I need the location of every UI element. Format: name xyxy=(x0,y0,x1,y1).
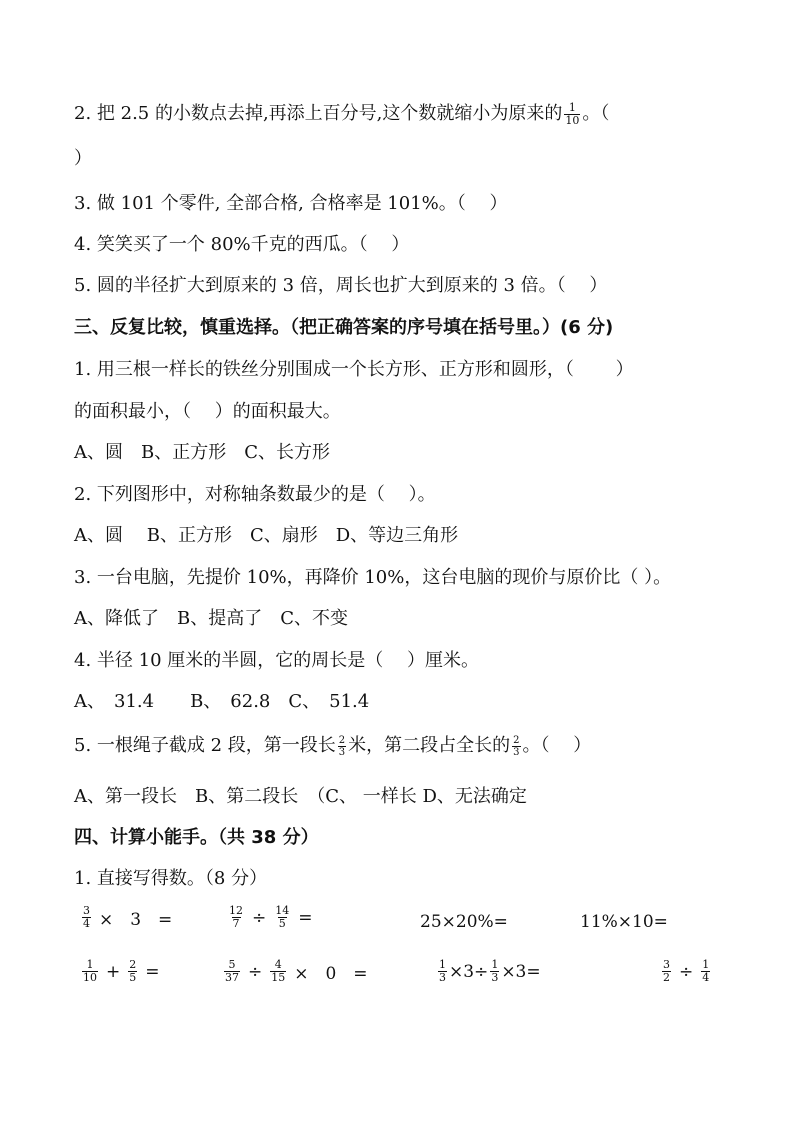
calc-expression: $\frac{1}{3}$ ×3÷ $\frac{1}{3}$ ×3= xyxy=(439,958,541,984)
fraction: $\frac{1}{3}$ xyxy=(491,958,499,984)
fraction: $\frac{1}{3}$ xyxy=(439,958,446,984)
section-4-heading: 四、计算小能手。（共 38 分） xyxy=(74,827,319,848)
choice-question-2: 2. 下列图形中，对称轴条数最少的是（ ）。 xyxy=(74,484,436,505)
fraction: $\frac{5}{37}$ xyxy=(225,958,239,984)
tf-q2-bracket-close: ） xyxy=(74,148,92,169)
choice-q4-options: A、 31.4 B、 62.8 C、 51.4 xyxy=(74,691,370,712)
choice-question-1: 1. 用三根一样长的铁丝分别围成一个长方形、正方形和圆形，（ ） xyxy=(74,359,634,380)
calc-expression: 25×20%= xyxy=(420,912,508,932)
fraction: $\frac{1}{4}$ xyxy=(702,958,710,984)
choice-question-5: 5. 一根绳子截成 2 段，第一段长 $\frac{2}{3}$ 米，第二段占全长的 $\frac{2}{3}$ 。（ ） xyxy=(74,734,592,758)
calc-expression: $\frac{1}{10}$ + $\frac{2}{5}$ = xyxy=(83,958,160,984)
tf-question-3: 3. 做 101 个零件, 全部合格, 合格率是 101%。（ ） xyxy=(74,193,508,214)
fraction: $\frac{3}{2}$ xyxy=(663,958,670,984)
calc-expression: $\frac{5}{37}$ ÷ $\frac{4}{15}$ × 0 = xyxy=(225,958,368,984)
calc-expression: $\frac{3}{4}$ × 3 = xyxy=(83,904,173,930)
tf-q2-text: 2. 把 2.5 的小数点去掉,再添上百分号,这个数就缩小为原来的 xyxy=(74,103,563,124)
tf-question-4: 4. 笑笑买了一个 80%千克的西瓜。（ ） xyxy=(74,234,410,255)
fraction: $\frac{3}{4}$ xyxy=(83,904,90,930)
fraction: $\frac{14}{5}$ xyxy=(275,904,290,930)
fraction-two-thirds: $\frac{2}{3}$ xyxy=(338,734,346,758)
tf-question-5: 5. 圆的半径扩大到原来的 3 倍，周长也扩大到原来的 3 倍。（ ） xyxy=(74,275,608,296)
section-3-heading: 三、反复比较，慎重选择。（把正确答案的序号填在括号里。）(6 分) xyxy=(74,317,614,338)
choice-q2-options: A、圆 B、正方形 C、扇形 D、等边三角形 xyxy=(74,525,459,546)
choice-q3-options: A、降低了 B、提高了 C、不变 xyxy=(74,608,348,629)
fraction-one-tenth: $\frac{1}{10}$ xyxy=(565,100,580,127)
choice-question-3: 3. 一台电脑，先提价 10%，再降价 10%，这台电脑的现价与原价比（ ）。 xyxy=(74,567,672,588)
calc-expression: $\frac{3}{2}$ ÷ $\frac{1}{4}$ xyxy=(663,958,710,984)
fraction: $\frac{2}{5}$ xyxy=(129,958,137,984)
calc-expression: $\frac{12}{7}$ ÷ $\frac{14}{5}$ = xyxy=(229,904,313,930)
choice-question-4: 4. 半径 10 厘米的半圆，它的周长是（ ）厘米。 xyxy=(74,650,479,671)
fraction-two-thirds: $\frac{2}{3}$ xyxy=(513,734,520,758)
tf-question-2: 2. 把 2.5 的小数点去掉,再添上百分号,这个数就缩小为原来的 $\frac{1}{10}$ 。（ xyxy=(74,100,610,127)
calc-expression: 11%×10= xyxy=(580,912,668,932)
fraction: $\frac{12}{7}$ xyxy=(229,904,243,930)
choice-question-1-cont: 的面积最小，（ ）的面积最大。 xyxy=(74,401,341,422)
choice-q5-options: A、第一段长 B、第二段长 （C、 一样长 D、无法确定 xyxy=(74,786,527,807)
choice-q1-options: A、圆 B、正方形 C、长方形 xyxy=(74,442,330,463)
calc-question-1: 1. 直接写得数。（8 分） xyxy=(74,868,268,889)
fraction: $\frac{1}{10}$ xyxy=(83,958,97,984)
fraction: $\frac{4}{15}$ xyxy=(271,958,286,984)
